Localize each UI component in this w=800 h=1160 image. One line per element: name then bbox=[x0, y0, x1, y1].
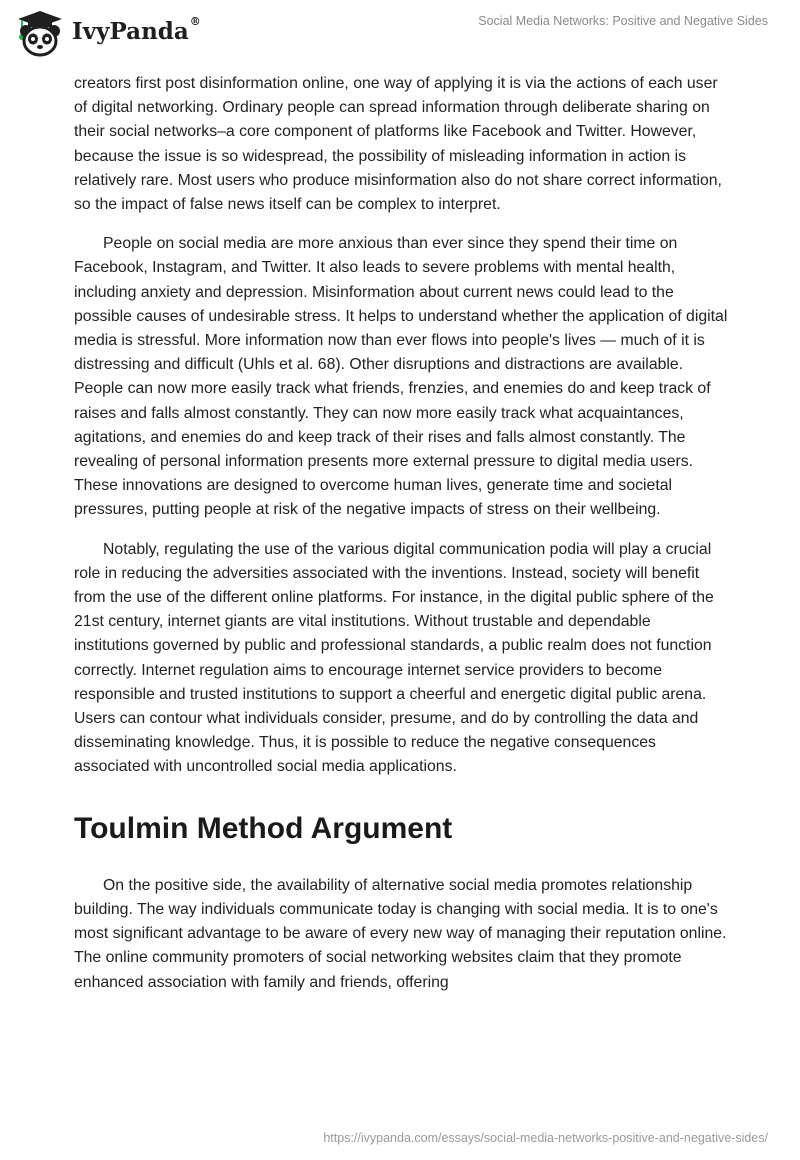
paragraph-stress: People on social media are more anxious than ever since they spend their time on Facebook, Instagram, and Twitter. It also leads to severe problems with mental health, including anxiety and depression. Misinformation about current news could lead to the possible causes of undesirable stress. It helps to understand whether the application of digital media is stressful. More information now than ever flows into people's lives — much of it is distressing and difficult (Uhls et al. 68). Other disruptions and distractions are available. People can now more easily track what friends, frenzies, and enemies do and keep track of raises and falls almost constantly. They can now more easily track what acquaintances, agitations, and enemies do and keep track of their rises and falls almost constantly. The revealing of personal information presents more external pressure to digital media users. These innovations are designed to overcome human lives, generate time and societal pressures, putting people at risk of the negative impacts of stress on their wellbeing. bbox=[74, 235, 728, 519]
section-heading: Toulmin Method Argument bbox=[74, 811, 453, 845]
ivypanda-logo[interactable] bbox=[14, 9, 201, 57]
document-title: Social Media Networks: Positive and Negative Sides bbox=[478, 14, 768, 28]
registered-mark: ® bbox=[189, 14, 201, 28]
panda-graduate-icon bbox=[14, 9, 66, 57]
source-url[interactable]: https://ivypanda.com/essays/social-media-networks-positive-and-negative-sides/ bbox=[323, 1131, 768, 1145]
page-header bbox=[0, 0, 800, 70]
paragraph-continued: creators first post disinformation online, one way of applying it is via the actions of each user of digital networking. Ordinary people can spread information through deliberate sharing on their social networks–a core component of platforms like Facebook and Twitter. However, because the issue is so widespread, the possibility of misleading information in action is relatively rare. Most users who produce misinformation also do not share correct information, so the impact of false news itself can be complex to interpret. bbox=[74, 75, 722, 214]
brand-name: IvyPanda® bbox=[72, 14, 201, 45]
paragraph-positive-side: On the positive side, the availability of alternative social media promotes relationship building. The way individuals communicate today is changing with social media. It is to one's most significant advantage to be aware of every new way of managing their reputation online. The online community promoters of social networking websites claim that they promote enhanced association with family and friends, offering bbox=[74, 876, 727, 991]
paragraph-regulation: Notably, regulating the use of the various digital communication podia will play a crucial role in reducing the adversities associated with the inventions. Instead, society will benefit from the use of the different online platforms. For instance, in the digital public sphere of the 21st century, internet giants are vital institutions. Without trustable and dependable institutions governed by public and professional standards, a public realm does not function correctly. Internet regulation aims to encourage internet service providers to become responsible and trusted institutions to support a cheerful and energetic digital public arena. Users can contour what individuals consider, presume, and do by controlling the data and disseminating knowledge. Thus, it is possible to reduce the negative consequences associated with uncontrolled social media applications. bbox=[74, 540, 714, 776]
essay-body bbox=[74, 72, 728, 1010]
